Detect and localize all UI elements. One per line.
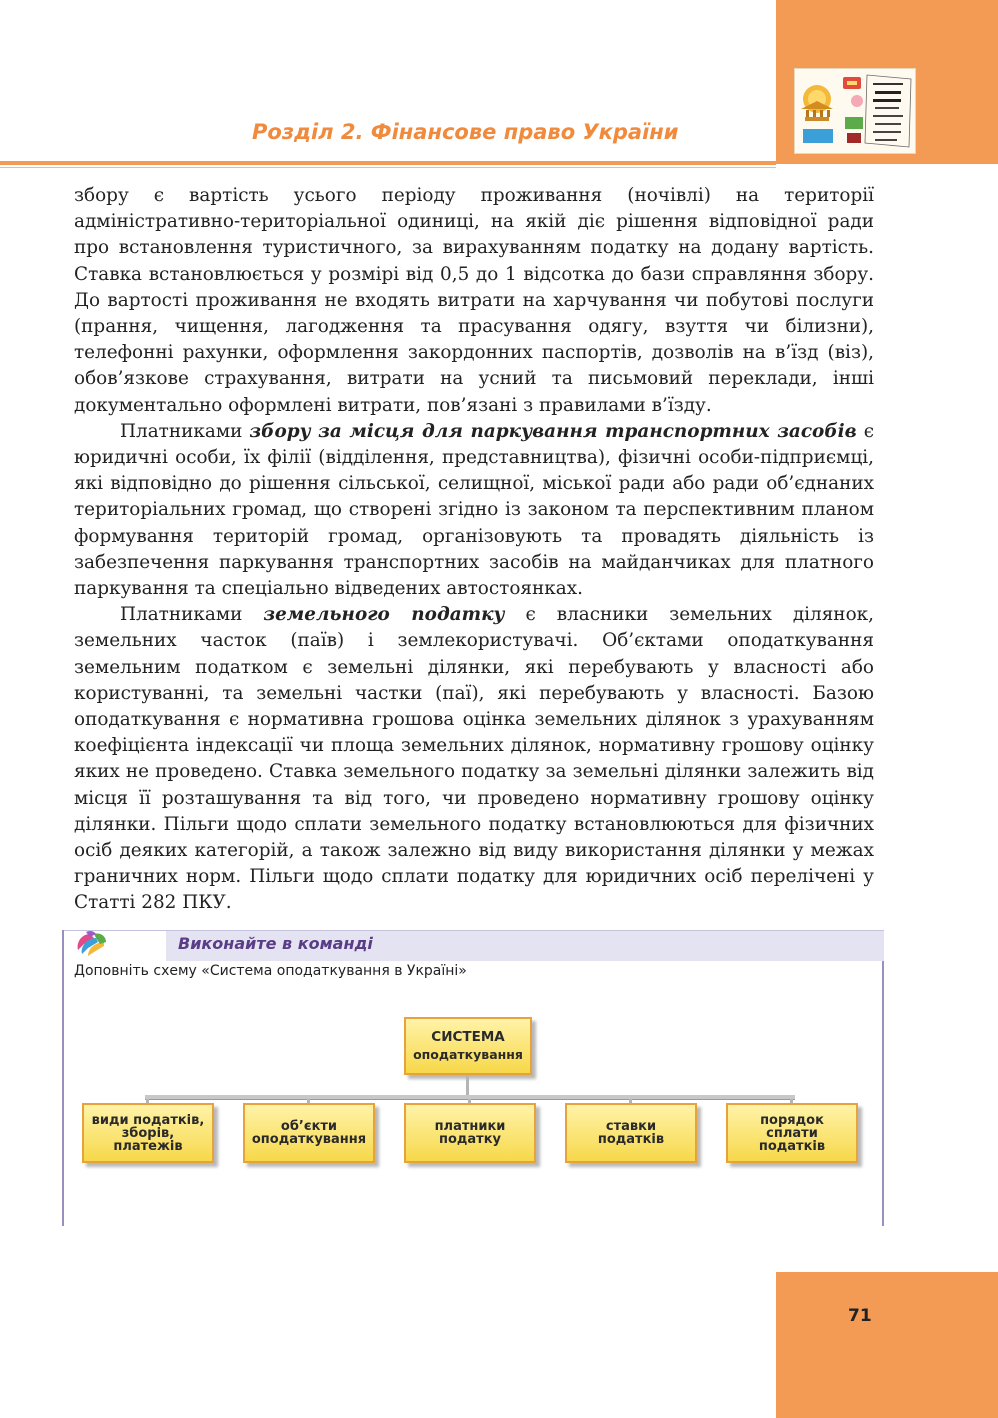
header-rule xyxy=(0,161,776,165)
chapter-title: Розділ 2. Фінансове право України xyxy=(252,120,679,144)
diagram-child-box xyxy=(726,1103,858,1163)
diagram-child-label: зборів, xyxy=(121,1125,175,1141)
diagram-child-box xyxy=(82,1103,214,1163)
page-number: 71 xyxy=(848,1306,872,1326)
task-instruction: Доповніть схему «Система оподаткування в Україні» xyxy=(74,963,467,979)
diagram-child-label: платежів xyxy=(113,1138,183,1154)
emphasized-term: земельного податку xyxy=(263,604,505,626)
diagram-root-connector xyxy=(466,1075,469,1097)
paragraph-text: Платниками xyxy=(120,604,264,626)
diagram-child-label: об’єкти xyxy=(280,1119,338,1134)
emphasized-term: збору за місця для паркування транспортних засобів xyxy=(249,420,857,442)
diagram-child-label: платники xyxy=(434,1119,506,1134)
diagram-child-box xyxy=(404,1103,536,1163)
paragraph-text: є власники земельних ділянок, земельних часток (паїв) і землекористувачі. Об’єктами оподаткування земельним податком є земельні ділянки, які перебувають у власності або користуванні, та земельні частки (паї), які перебувають у власності. Базою оподаткування є нормативна грошова оцінка земельних ділянок з урахуванням коефіцієнта індексації чи площа земельних ділянок, нормативну грошову оцінку яких не проведено. Ставка земельного податку за земельні ділянки залежить від місця її розташування та від того, чи проведено нормативну грошову оцінку ділянки. Пільги щодо сплати земельного податку встановлюються для фізичних осіб деяких категорій, а також залежно від виду використання ділянки у межах граничних норм. Пільги щодо сплати податку для юридичних осіб перелічені у Статті 282 ПКУ. xyxy=(74,604,874,914)
paragraph xyxy=(74,602,874,916)
paragraph-text: збору є вартість усього періоду проживання (ночівлі) на території адміністративно-територіальної одиниці, на якій діє рішення відповідної ради про встановлення туристичного, за вирахуванням податку на додану вартість. Ставка встановлюється у розмірі від 0,5 до 1 відсотка до бази справляння збору. До вартості проживання не входять витрати на харчування чи побутові послуги (прання, чищення, лагодження та прасування одягу, взуття чи білизни), телефонні рахунки, оформлення закордонних паспортів, дозволів на в’їзд (віз), обов’язкове страхування, витрати на усний та письмовий переклади, інші документально оформлені витрати, пов’язані з правилами в’їзду. xyxy=(74,185,874,416)
diagram-root-line1: СИСТЕМА xyxy=(431,1029,505,1045)
diagram-root-line2: оподаткування xyxy=(413,1047,523,1062)
diagram-child-box xyxy=(565,1103,697,1163)
footer-orange-tab xyxy=(776,1272,998,1418)
body-text xyxy=(74,183,874,917)
paragraph xyxy=(74,419,874,602)
diagram-child-label: сплати xyxy=(766,1125,818,1141)
task-frame-right xyxy=(882,930,884,1226)
task-frame-left xyxy=(62,930,64,1226)
team-hands-icon xyxy=(74,928,110,958)
diagram-child-label: види податків, xyxy=(91,1112,205,1128)
diagram-child-label: ставки xyxy=(605,1119,657,1134)
task-title: Виконайте в команді xyxy=(178,934,373,953)
diagram-child-label: податку xyxy=(438,1132,502,1147)
paragraph-text: є юридичні особи, їх філії (відділення, представництва), фізичні особи-підприємці, які відповідно до рішення сільської, селищної, міської ради або ради об’єднаних територіальних громад, що створені згідно із законом та перспективним планом формування територій громад, організовують та провадять діяльність із забезпечення паркування транспортних засобів на майданчиках для платного паркування та спеціально відведених автостоянках. xyxy=(74,420,874,600)
header-rule-thin xyxy=(0,167,776,168)
paragraph-text: Платниками xyxy=(120,420,250,442)
diagram-child-label: порядок xyxy=(760,1112,824,1128)
paragraph xyxy=(74,183,874,419)
diagram-child-label: податків xyxy=(758,1138,826,1154)
diagram-child-label: податків xyxy=(597,1132,665,1147)
finance-collage-logo-icon xyxy=(794,68,916,154)
diagram-child-label: оподаткування xyxy=(251,1132,367,1147)
diagram-child-box xyxy=(243,1103,375,1163)
diagram-root-box xyxy=(404,1017,532,1075)
